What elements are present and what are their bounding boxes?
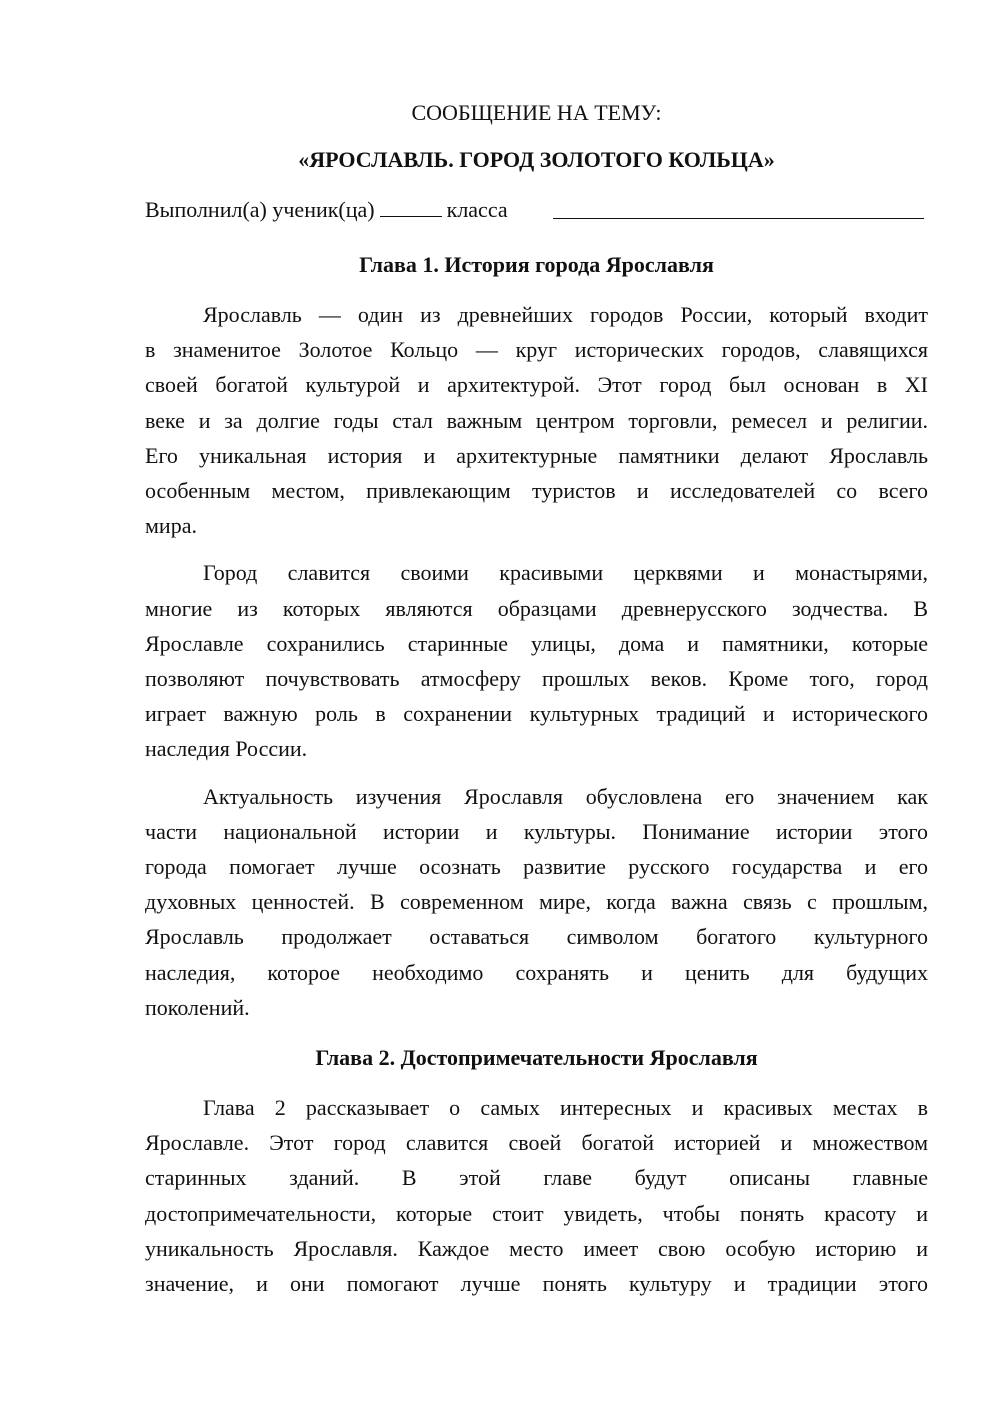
paragraph-line: многие из которых являются образцами древнерусского зодчества. В	[145, 595, 928, 621]
paragraph-line: особенным местом, привлекающим туристов и исследователей со всего	[145, 478, 928, 504]
chapter-2-heading: Глава 2. Достопримечательности Ярославля	[315, 1045, 758, 1071]
paragraph-line: Актуальность изучения Ярославля обусловлена его значением как	[203, 783, 928, 809]
chapter-1-heading: Глава 1. История города Ярославля	[359, 252, 714, 277]
paragraph-line: наследия, которое необходимо сохранять и ценить для будущих	[145, 959, 928, 985]
paragraph-line: наследия России.	[145, 736, 308, 762]
paragraph-line: уникальность Ярославля. Каждое место имеет свою особую историю и	[145, 1235, 928, 1261]
class-label: класса	[446, 197, 508, 222]
title-line-1: СООБЩЕНИЕ НА ТЕМУ:	[411, 100, 662, 125]
paragraph-line: части национальной истории и культуры. Понимание истории этого	[145, 818, 928, 844]
paragraph-line: Глава 2 рассказывает о самых интересных и красивых местах в	[203, 1095, 928, 1121]
paragraph-line: Город славится своими красивыми церквями и монастырями,	[203, 560, 928, 586]
paragraph-line: достопримечательности, которые стоит увидеть, чтобы понять красоту и	[145, 1200, 928, 1226]
paragraph-line: позволяют почувствовать атмосферу прошлых веков. Кроме того, город	[145, 666, 928, 692]
paragraph	[145, 1090, 928, 1301]
paragraph-line: города помогает лучше осознать развитие русского государства и его	[145, 854, 928, 880]
paragraph-line: своей богатой культурой и архитектурой. Этот город был основан в XI	[145, 372, 928, 398]
paragraph-line: Ярославль — один из древнейших городов России, который входит	[203, 302, 928, 327]
document-page	[145, 95, 928, 1301]
chapter-1-body	[145, 297, 928, 1025]
paragraph-line: Ярославль продолжает оставаться символом богатого культурного	[145, 924, 928, 950]
paragraph-line: Ярославле. Этот город славится своей богатой историей и множеством	[145, 1130, 928, 1156]
paragraph-line: старинных зданий. В этой главе будут описаны главные	[145, 1165, 928, 1191]
paragraph	[145, 555, 928, 766]
paragraph-line: Ярославле сохранились старинные улицы, дома и памятники, которые	[145, 630, 928, 656]
paragraph-line: Его уникальная история и архитектурные памятники делают Ярославль	[145, 442, 928, 468]
student-line	[145, 192, 928, 227]
paragraph-line: поколений.	[145, 994, 250, 1020]
student-prefix: Выполнил(а) ученик(ца)	[145, 197, 375, 222]
paragraph-line: значение, и они помогают лучше понять культуру и традиции этого	[145, 1271, 928, 1297]
title-line-2: «ЯРОСЛАВЛЬ. ГОРОД ЗОЛОТОГО КОЛЬЦА»	[298, 147, 775, 172]
paragraph-line: играет важную роль в сохранении культурных традиций и исторического	[145, 701, 928, 727]
paragraph-line: веке и за долгие годы стал важным центром торговли, ремесел и религии.	[145, 407, 928, 433]
class-number-blank	[380, 196, 442, 217]
paragraph	[145, 297, 928, 543]
paragraph-line: в знаменитое Золотое Кольцо — круг исторических городов, славящихся	[145, 337, 928, 363]
paragraph-line: духовных ценностей. В современном мире, когда важна связь с прошлым,	[145, 889, 928, 915]
paragraph-line: мира.	[145, 513, 197, 539]
student-name-blank	[553, 198, 924, 219]
paragraph	[145, 779, 928, 1025]
chapter-2-body	[145, 1090, 928, 1301]
